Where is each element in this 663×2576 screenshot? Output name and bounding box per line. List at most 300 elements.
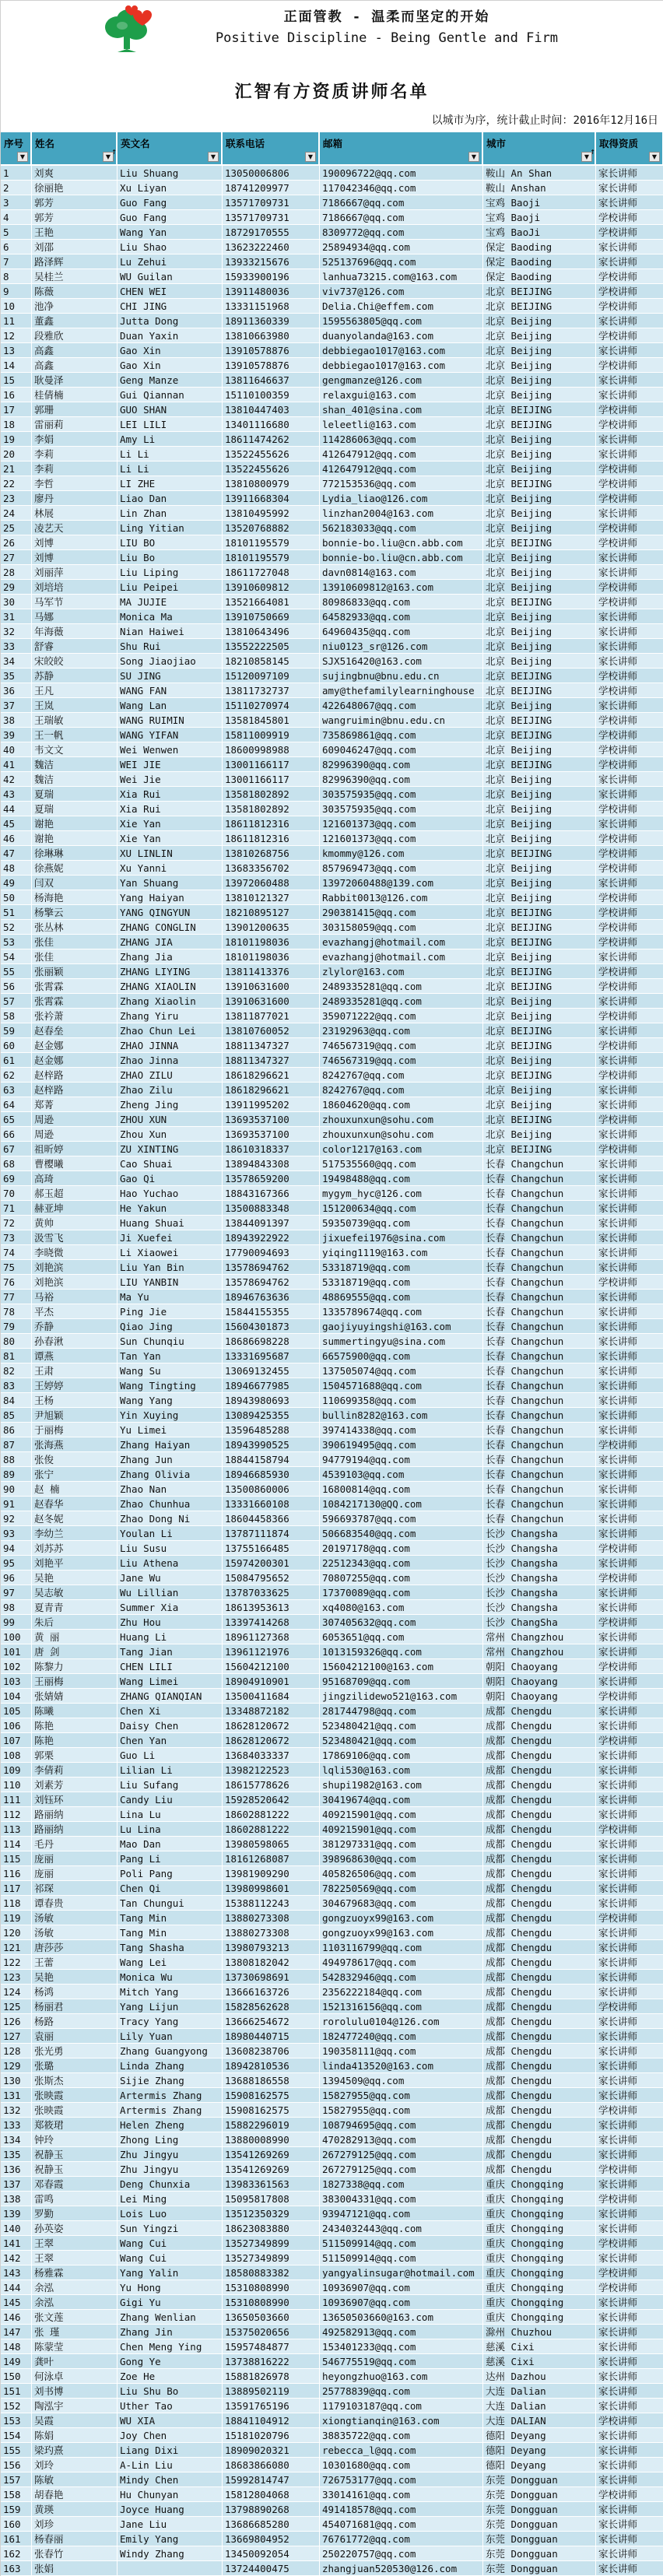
cell-city[interactable]: 宝鸡 Baoji — [483, 210, 596, 225]
cell-qual[interactable]: 家长讲师 — [596, 2044, 663, 2058]
cell-mail[interactable]: 398968630@qq.com — [320, 1851, 483, 1866]
cell-mail[interactable]: 303158059@qq.com — [320, 920, 483, 935]
cell-en[interactable]: Ping Jie — [118, 1304, 223, 1319]
cell-name[interactable]: 王凡 — [32, 683, 118, 698]
cell-city[interactable]: 北京 Beijing — [483, 861, 596, 876]
cell-name[interactable]: 郭芳 — [32, 210, 118, 225]
cell-qual[interactable]: 家长讲师 — [596, 1792, 663, 1807]
cell-phone[interactable]: 13666163726 — [223, 1985, 320, 1999]
cell-en[interactable]: Wei Wenwen — [118, 742, 223, 757]
cell-phone[interactable]: 13591765196 — [223, 2399, 320, 2413]
cell-city[interactable]: 长春 Changchun — [483, 1275, 596, 1290]
cell-no[interactable]: 162 — [1, 2546, 32, 2561]
cell-mail[interactable]: 303575935@qq.com — [320, 787, 483, 802]
cell-city[interactable]: 重庆 Chongqing — [483, 2221, 596, 2236]
cell-no[interactable]: 69 — [1, 1171, 32, 1186]
cell-mail[interactable]: bonnie-bo.liu@cn.abb.com — [320, 550, 483, 565]
cell-no[interactable]: 5 — [1, 225, 32, 240]
cell-en[interactable]: LEI LILI — [118, 417, 223, 432]
cell-name[interactable]: 陈黎力 — [32, 1659, 118, 1674]
cell-no[interactable]: 83 — [1, 1378, 32, 1393]
cell-en[interactable]: Nian Haiwei — [118, 624, 223, 639]
cell-mail[interactable]: evazhangj@hotmail.com — [320, 949, 483, 964]
cell-phone[interactable]: 13811413376 — [223, 964, 320, 979]
cell-no[interactable]: 159 — [1, 2502, 32, 2517]
cell-name[interactable]: 魏洁 — [32, 757, 118, 772]
cell-no[interactable]: 119 — [1, 1911, 32, 1925]
cell-city[interactable]: 北京 Beijing — [483, 1097, 596, 1112]
cell-name[interactable]: 王婷婷 — [32, 1378, 118, 1393]
cell-no[interactable]: 97 — [1, 1585, 32, 1600]
cell-no[interactable]: 122 — [1, 1955, 32, 1970]
cell-mail[interactable]: lanhua73215.com@163.com — [320, 269, 483, 284]
cell-en[interactable]: Liu Shao — [118, 240, 223, 254]
cell-qual[interactable]: 家长讲师 — [596, 373, 663, 388]
cell-qual[interactable]: 家长讲师 — [596, 1881, 663, 1896]
cell-en[interactable]: CHEN LILI — [118, 1659, 223, 1674]
cell-no[interactable]: 137 — [1, 2177, 32, 2192]
cell-phone[interactable]: 13331660108 — [223, 1497, 320, 1511]
cell-phone[interactable]: 13686685280 — [223, 2517, 320, 2532]
cell-city[interactable]: 北京 Beijing — [483, 1083, 596, 1097]
cell-phone[interactable]: 13910631600 — [223, 994, 320, 1009]
cell-en[interactable]: Liu Athena — [118, 1556, 223, 1571]
cell-en[interactable]: Hu Chunyan — [118, 2487, 223, 2502]
cell-name[interactable]: 曹樱曦 — [32, 1156, 118, 1171]
cell-city[interactable]: 成都 Chengdu — [483, 2088, 596, 2103]
cell-en[interactable]: Liu Liping — [118, 565, 223, 580]
cell-no[interactable]: 41 — [1, 757, 32, 772]
cell-mail[interactable]: 15604212100@163.com — [320, 1659, 483, 1674]
cell-mail[interactable]: davn0814@163.com — [320, 565, 483, 580]
cell-no[interactable]: 50 — [1, 890, 32, 905]
cell-phone[interactable]: 15110100359 — [223, 388, 320, 402]
cell-phone[interactable]: 18210895127 — [223, 905, 320, 920]
cell-en[interactable]: Wu Lillian — [118, 1585, 223, 1600]
cell-name[interactable]: 高琦 — [32, 1171, 118, 1186]
cell-qual[interactable]: 学校讲师 — [596, 535, 663, 550]
cell-name[interactable]: 徐丽艳 — [32, 181, 118, 195]
cell-en[interactable]: LIU BO — [118, 535, 223, 550]
cell-name[interactable]: 赵金娜 — [32, 1038, 118, 1053]
cell-city[interactable]: 德阳 Deyang — [483, 2428, 596, 2443]
cell-phone[interactable]: 18844158794 — [223, 1452, 320, 1467]
cell-name[interactable]: 刘素芳 — [32, 1778, 118, 1792]
cell-no[interactable]: 43 — [1, 787, 32, 802]
cell-name[interactable]: 王蕾 — [32, 1955, 118, 1970]
cell-no[interactable]: 102 — [1, 1659, 32, 1674]
cell-no[interactable]: 153 — [1, 2413, 32, 2428]
cell-qual[interactable]: 家长讲师 — [596, 1304, 663, 1319]
cell-name[interactable]: 吴艳 — [32, 1571, 118, 1585]
cell-qual[interactable]: 家长讲师 — [596, 2546, 663, 2561]
cell-phone[interactable]: 15310808990 — [223, 2295, 320, 2310]
cell-city[interactable]: 长春 Changchun — [483, 1452, 596, 1467]
cell-qual[interactable]: 家长讲师 — [596, 1201, 663, 1216]
filter-dropdown-icon[interactable]: ▼ — [581, 152, 592, 162]
cell-en[interactable]: Chen Meng Ying — [118, 2339, 223, 2354]
cell-name[interactable]: 刘书博 — [32, 2384, 118, 2399]
cell-phone[interactable]: 13541269269 — [223, 2147, 320, 2162]
cell-no[interactable]: 44 — [1, 802, 32, 816]
cell-mail[interactable]: 359071222@qq.com — [320, 1009, 483, 1023]
cell-no[interactable]: 89 — [1, 1467, 32, 1482]
cell-qual[interactable]: 家长讲师 — [596, 506, 663, 521]
cell-phone[interactable]: 18942810536 — [223, 2058, 320, 2073]
cell-name[interactable]: 刘玲 — [32, 2458, 118, 2472]
cell-city[interactable]: 成都 Chengdu — [483, 1704, 596, 1718]
cell-no[interactable]: 1 — [1, 166, 32, 181]
cell-phone[interactable]: 18611812316 — [223, 831, 320, 846]
cell-qual[interactable]: 家长讲师 — [596, 2325, 663, 2339]
cell-phone[interactable]: 13050006806 — [223, 166, 320, 181]
cell-name[interactable]: 张映霞 — [32, 2103, 118, 2118]
cell-city[interactable]: 朝阳 Chaoyang — [483, 1659, 596, 1674]
cell-mail[interactable]: shupi1982@163.com — [320, 1778, 483, 1792]
cell-city[interactable]: 北京 BEIJING — [483, 417, 596, 432]
cell-no[interactable]: 55 — [1, 964, 32, 979]
cell-en[interactable]: Lin Zhan — [118, 506, 223, 521]
cell-name[interactable]: 刘珍 — [32, 2517, 118, 2532]
cell-qual[interactable]: 家长讲师 — [596, 1585, 663, 1600]
cell-city[interactable]: 北京 Beijing — [483, 994, 596, 1009]
cell-no[interactable]: 15 — [1, 373, 32, 388]
cell-qual[interactable]: 家长讲师 — [596, 949, 663, 964]
cell-qual[interactable]: 家长讲师 — [596, 1408, 663, 1423]
cell-phone[interactable]: 18980440715 — [223, 2029, 320, 2044]
cell-name[interactable]: 王杨 — [32, 1393, 118, 1408]
cell-qual[interactable]: 家长讲师 — [596, 2532, 663, 2546]
cell-en[interactable]: Helen Zheng — [118, 2118, 223, 2132]
cell-name[interactable]: 赵 楠 — [32, 1482, 118, 1497]
cell-city[interactable]: 长沙 Changsha — [483, 1585, 596, 1600]
cell-en[interactable]: Tracy Yang — [118, 2014, 223, 2029]
cell-en[interactable]: Monica Ma — [118, 609, 223, 624]
cell-city[interactable]: 成都 Chengdu — [483, 2058, 596, 2073]
cell-no[interactable]: 94 — [1, 1541, 32, 1556]
cell-phone[interactable]: 13889502119 — [223, 2384, 320, 2399]
cell-phone[interactable]: 18961127368 — [223, 1630, 320, 1644]
cell-no[interactable]: 135 — [1, 2147, 32, 2162]
cell-no[interactable]: 10 — [1, 299, 32, 314]
cell-en[interactable]: Zoe He — [118, 2369, 223, 2384]
cell-en[interactable]: CHEN WEI — [118, 284, 223, 299]
cell-name[interactable]: 钟玲 — [32, 2132, 118, 2147]
cell-mail[interactable]: 114286063@qq.com — [320, 432, 483, 447]
cell-no[interactable]: 142 — [1, 2251, 32, 2265]
cell-mail[interactable]: 596693787@qq.com — [320, 1511, 483, 1526]
cell-mail[interactable]: 19498488@qq.com — [320, 1171, 483, 1186]
cell-city[interactable]: 北京 Beijing — [483, 565, 596, 580]
cell-no[interactable]: 19 — [1, 432, 32, 447]
cell-name[interactable]: 凌艺天 — [32, 521, 118, 535]
cell-mail[interactable]: 454071681@qq.com — [320, 2517, 483, 2532]
cell-name[interactable]: 邓春霞 — [32, 2177, 118, 2192]
cell-no[interactable]: 148 — [1, 2339, 32, 2354]
cell-qual[interactable]: 家长讲师 — [596, 1245, 663, 1260]
cell-en[interactable]: Li Li — [118, 447, 223, 462]
cell-mail[interactable]: 76761772@qq.com — [320, 2532, 483, 2546]
cell-no[interactable]: 33 — [1, 639, 32, 654]
cell-no[interactable]: 91 — [1, 1497, 32, 1511]
cell-no[interactable]: 150 — [1, 2369, 32, 2384]
cell-city[interactable]: 北京 Beijing — [483, 506, 596, 521]
cell-name[interactable]: 路丽纳 — [32, 1822, 118, 1837]
cell-mail[interactable]: 470282913@qq.com — [320, 2132, 483, 2147]
cell-mail[interactable]: 492582913@qq.com — [320, 2325, 483, 2339]
cell-city[interactable]: 成都 Chengdu — [483, 1866, 596, 1881]
cell-en[interactable]: Xia Rui — [118, 802, 223, 816]
cell-name[interactable]: 庞丽 — [32, 1851, 118, 1866]
cell-mail[interactable]: linzhan2004@163.com — [320, 506, 483, 521]
cell-qual[interactable]: 家长讲师 — [596, 1970, 663, 1985]
cell-phone[interactable]: 18618296621 — [223, 1083, 320, 1097]
cell-qual[interactable]: 家长讲师 — [596, 1127, 663, 1142]
cell-mail[interactable]: 53318719@qq.com — [320, 1275, 483, 1290]
cell-phone[interactable]: 15120097109 — [223, 669, 320, 683]
cell-no[interactable]: 26 — [1, 535, 32, 550]
cell-name[interactable]: 黄瑛 — [32, 2502, 118, 2517]
cell-city[interactable]: 北京 Beijing — [483, 1127, 596, 1142]
cell-city[interactable]: 北京 Beijing — [483, 787, 596, 802]
cell-qual[interactable]: 学校讲师 — [596, 1068, 663, 1083]
cell-mail[interactable]: 546775519@qq.com — [320, 2354, 483, 2369]
cell-en[interactable]: Liu Shuang — [118, 166, 223, 181]
cell-mail[interactable]: 726753177@qq.com — [320, 2472, 483, 2487]
cell-phone[interactable]: 13581845801 — [223, 713, 320, 728]
cell-en[interactable]: MA JUJIE — [118, 595, 223, 609]
cell-name[interactable]: 陈艳 — [32, 1718, 118, 1733]
cell-city[interactable]: 常州 Changzhou — [483, 1630, 596, 1644]
cell-mail[interactable]: bonnie-bo.liu@cn.abb.com — [320, 535, 483, 550]
cell-phone[interactable]: 13541269269 — [223, 2162, 320, 2177]
cell-name[interactable]: 陈艳 — [32, 1733, 118, 1748]
cell-qual[interactable]: 学校讲师 — [596, 491, 663, 506]
cell-no[interactable]: 24 — [1, 506, 32, 521]
cell-mail[interactable]: 1394509@qq.com — [320, 2073, 483, 2088]
cell-no[interactable]: 2 — [1, 181, 32, 195]
cell-phone[interactable]: 18943980693 — [223, 1393, 320, 1408]
cell-name[interactable]: 陈薇 — [32, 284, 118, 299]
cell-en[interactable]: Wang Cui — [118, 2236, 223, 2251]
cell-no[interactable]: 28 — [1, 565, 32, 580]
cell-phone[interactable]: 18686698228 — [223, 1334, 320, 1349]
cell-phone[interactable]: 13450092054 — [223, 2546, 320, 2561]
cell-mail[interactable]: 22512343@qq.com — [320, 1556, 483, 1571]
cell-phone[interactable]: 13787111874 — [223, 1526, 320, 1541]
cell-no[interactable]: 143 — [1, 2265, 32, 2280]
cell-en[interactable]: Zhao Nan — [118, 1482, 223, 1497]
cell-no[interactable]: 157 — [1, 2472, 32, 2487]
cell-name[interactable]: 吴桂兰 — [32, 269, 118, 284]
cell-name[interactable]: 宋皎皎 — [32, 654, 118, 669]
cell-name[interactable]: 张佳 — [32, 949, 118, 964]
cell-name[interactable]: 王翠 — [32, 2251, 118, 2265]
cell-city[interactable]: 达州 Dazhou — [483, 2369, 596, 2384]
cell-mail[interactable]: jixuefei1976@sina.com — [320, 1230, 483, 1245]
cell-name[interactable]: 刘艳平 — [32, 1556, 118, 1571]
cell-mail[interactable]: 609046247@qq.com — [320, 742, 483, 757]
cell-phone[interactable]: 18600998988 — [223, 742, 320, 757]
cell-name[interactable]: 路泽辉 — [32, 254, 118, 269]
cell-no[interactable]: 3 — [1, 195, 32, 210]
cell-qual[interactable]: 学校讲师 — [596, 521, 663, 535]
cell-name[interactable]: 张霄霖 — [32, 979, 118, 994]
cell-city[interactable]: 长春 Changchun — [483, 1482, 596, 1497]
cell-mail[interactable]: 1827338@qq.com — [320, 2177, 483, 2192]
cell-phone[interactable]: 13522455626 — [223, 462, 320, 476]
cell-city[interactable]: 北京 Beijing — [483, 816, 596, 831]
cell-city[interactable]: 长沙 Changsha — [483, 1600, 596, 1615]
cell-mail[interactable]: 93947121@qq.com — [320, 2206, 483, 2221]
cell-no[interactable]: 92 — [1, 1511, 32, 1526]
cell-phone[interactable]: 15084795652 — [223, 1571, 320, 1585]
cell-name[interactable]: 乔静 — [32, 1319, 118, 1334]
cell-city[interactable]: 北京 BEIJING — [483, 535, 596, 550]
cell-no[interactable]: 126 — [1, 2014, 32, 2029]
cell-phone[interactable]: 13811646637 — [223, 373, 320, 388]
cell-qual[interactable]: 家长讲师 — [596, 1097, 663, 1112]
cell-mail[interactable]: 20197178@qq.com — [320, 1541, 483, 1556]
cell-mail[interactable]: gaojiyuyingshi@163.com — [320, 1319, 483, 1334]
cell-en[interactable]: Wang Yang — [118, 1393, 223, 1408]
cell-mail[interactable]: gongzuoyx99@163.com — [320, 1911, 483, 1925]
cell-mail[interactable]: 562183033@qq.com — [320, 521, 483, 535]
cell-name[interactable]: 周逊 — [32, 1112, 118, 1127]
cell-no[interactable]: 123 — [1, 1970, 32, 1985]
cell-en[interactable]: Lois Luo — [118, 2206, 223, 2221]
cell-name[interactable]: 杨海艳 — [32, 890, 118, 905]
cell-phone[interactable]: 13650503660 — [223, 2310, 320, 2325]
cell-en[interactable]: Emily Yang — [118, 2532, 223, 2546]
cell-qual[interactable]: 学校讲师 — [596, 964, 663, 979]
cell-en[interactable]: Zhu Hou — [118, 1615, 223, 1630]
cell-no[interactable]: 134 — [1, 2132, 32, 2147]
cell-no[interactable]: 138 — [1, 2192, 32, 2206]
cell-no[interactable]: 108 — [1, 1748, 32, 1763]
cell-no[interactable]: 95 — [1, 1556, 32, 1571]
cell-phone[interactable]: 13512350329 — [223, 2206, 320, 2221]
cell-no[interactable]: 111 — [1, 1792, 32, 1807]
cell-mail[interactable]: 153401233@qq.com — [320, 2339, 483, 2354]
cell-phone[interactable]: 13666254672 — [223, 2014, 320, 2029]
cell-qual[interactable]: 家长讲师 — [596, 1334, 663, 1349]
cell-en[interactable]: Shu Rui — [118, 639, 223, 654]
cell-mail[interactable]: 53318719@qq.com — [320, 1260, 483, 1275]
cell-qual[interactable]: 家长讲师 — [596, 1053, 663, 1068]
cell-qual[interactable]: 家长讲师 — [596, 1866, 663, 1881]
cell-mail[interactable]: 16800814@qq.com — [320, 1482, 483, 1497]
cell-phone[interactable]: 18610318337 — [223, 1142, 320, 1156]
cell-no[interactable]: 158 — [1, 2487, 32, 2502]
cell-mail[interactable]: 2434032443@qq.com — [320, 2221, 483, 2236]
cell-en[interactable]: Ling Yitian — [118, 521, 223, 535]
cell-city[interactable]: 北京 Beijing — [483, 802, 596, 816]
cell-no[interactable]: 132 — [1, 2103, 32, 2118]
cell-name[interactable]: 耿曼泽 — [32, 373, 118, 388]
cell-mail[interactable]: 117042346@qq.com — [320, 181, 483, 195]
cell-en[interactable]: Tang Jian — [118, 1644, 223, 1659]
cell-mail[interactable]: 137505074@qq.com — [320, 1363, 483, 1378]
cell-en[interactable]: Sun Chunqiu — [118, 1334, 223, 1349]
cell-qual[interactable]: 家长讲师 — [596, 2502, 663, 2517]
cell-city[interactable]: 重庆 Chongqing — [483, 2206, 596, 2221]
cell-phone[interactable]: 18602881222 — [223, 1807, 320, 1822]
cell-name[interactable]: 唐莎莎 — [32, 1940, 118, 1955]
cell-en[interactable]: Zhang Xiaolin — [118, 994, 223, 1009]
cell-city[interactable]: 成都 Chengdu — [483, 2118, 596, 2132]
cell-phone[interactable]: 18623083880 — [223, 2221, 320, 2236]
cell-city[interactable]: 北京 BEIJING — [483, 1068, 596, 1083]
cell-phone[interactable]: 13810447403 — [223, 402, 320, 417]
cell-qual[interactable]: 家长讲师 — [596, 432, 663, 447]
cell-name[interactable]: 龚叶 — [32, 2354, 118, 2369]
cell-phone[interactable]: 18741209977 — [223, 181, 320, 195]
cell-phone[interactable]: 13911995202 — [223, 1097, 320, 1112]
cell-name[interactable]: 梁玓熹 — [32, 2443, 118, 2458]
cell-phone[interactable]: 13910609812 — [223, 580, 320, 595]
cell-city[interactable]: 长春 Changchun — [483, 1319, 596, 1334]
cell-qual[interactable]: 学校讲师 — [596, 669, 663, 683]
cell-phone[interactable]: 15375020656 — [223, 2325, 320, 2339]
cell-city[interactable]: 北京 Beijing — [483, 654, 596, 669]
cell-name[interactable]: 廖丹 — [32, 491, 118, 506]
cell-name[interactable]: 杨鸿 — [32, 1985, 118, 1999]
cell-en[interactable]: Guo Fang — [118, 210, 223, 225]
cell-qual[interactable]: 学校讲师 — [596, 1541, 663, 1556]
cell-name[interactable]: 刘邵 — [32, 240, 118, 254]
cell-mail[interactable]: color1217@163.com — [320, 1142, 483, 1156]
cell-mail[interactable]: 412647912@qq.com — [320, 447, 483, 462]
cell-en[interactable]: Yan Shuang — [118, 876, 223, 890]
cell-city[interactable]: 北京 Beijing — [483, 447, 596, 462]
cell-qual[interactable]: 家长讲师 — [596, 565, 663, 580]
cell-name[interactable]: 吴霞 — [32, 2413, 118, 2428]
cell-qual[interactable]: 家长讲师 — [596, 2251, 663, 2265]
cell-name[interactable]: 张宁 — [32, 1467, 118, 1482]
cell-city[interactable]: 成都 Chengdu — [483, 1896, 596, 1911]
cell-phone[interactable]: 18101195579 — [223, 550, 320, 565]
cell-no[interactable]: 90 — [1, 1482, 32, 1497]
cell-mail[interactable]: Rabbit0013@126.com — [320, 890, 483, 905]
cell-en[interactable]: Lu Zehui — [118, 254, 223, 269]
cell-phone[interactable]: 18604458366 — [223, 1511, 320, 1526]
cell-name[interactable]: 杨雅霖 — [32, 2265, 118, 2280]
cell-qual[interactable]: 家长讲师 — [596, 2221, 663, 2236]
cell-phone[interactable]: 13397414268 — [223, 1615, 320, 1630]
cell-no[interactable]: 63 — [1, 1083, 32, 1097]
cell-en[interactable]: Liu Sufang — [118, 1778, 223, 1792]
cell-mail[interactable]: yiqing1119@163.com — [320, 1245, 483, 1260]
cell-city[interactable]: 长春 Changchun — [483, 1393, 596, 1408]
cell-city[interactable]: 成都 Chengdu — [483, 1822, 596, 1837]
cell-mail[interactable]: 182477240@qq.com — [320, 2029, 483, 2044]
cell-name[interactable]: 黄 丽 — [32, 1630, 118, 1644]
cell-phone[interactable]: 13500411684 — [223, 1689, 320, 1704]
cell-city[interactable]: 北京 Beijing — [483, 314, 596, 328]
cell-name[interactable]: 赵春垒 — [32, 1023, 118, 1038]
cell-mail[interactable]: 735869861@qq.com — [320, 728, 483, 742]
cell-mail[interactable]: 1013159326@qq.com — [320, 1644, 483, 1659]
cell-phone[interactable]: 15908162575 — [223, 2088, 320, 2103]
cell-en[interactable]: Lei Ming — [118, 2192, 223, 2206]
cell-mail[interactable]: 8309772@qq.com — [320, 225, 483, 240]
cell-city[interactable]: 重庆 Chongqing — [483, 2295, 596, 2310]
cell-no[interactable]: 23 — [1, 491, 32, 506]
cell-name[interactable]: 林展 — [32, 506, 118, 521]
cell-mail[interactable]: 70807255@qq.com — [320, 1571, 483, 1585]
cell-city[interactable]: 成都 Chengdu — [483, 2073, 596, 2088]
